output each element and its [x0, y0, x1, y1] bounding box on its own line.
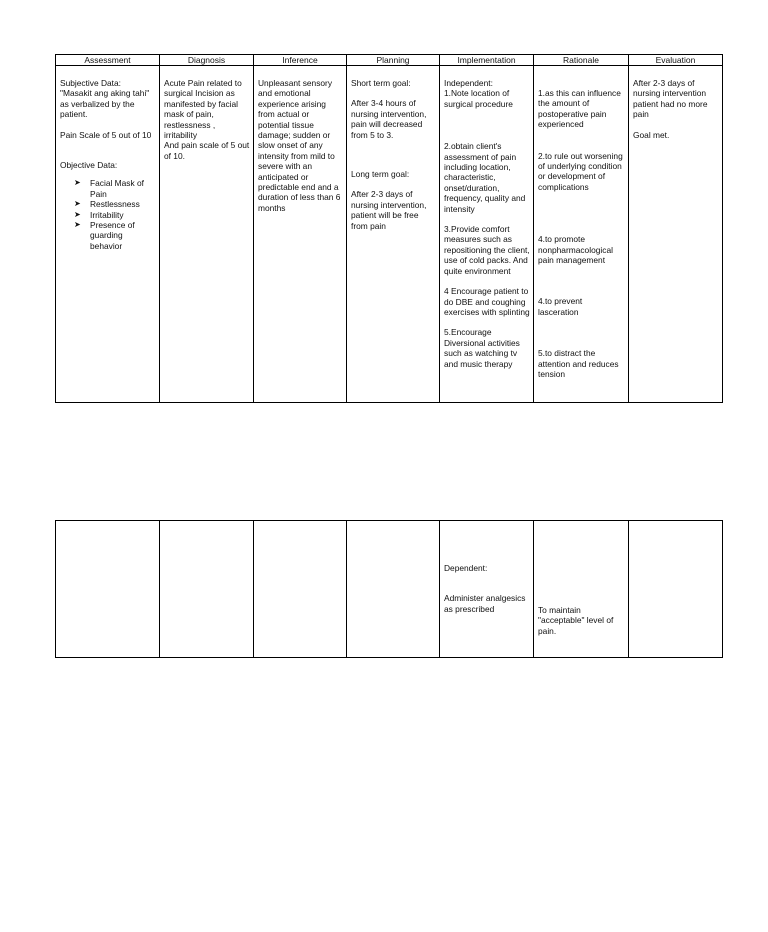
- diagnosis-text: Acute Pain related to surgical Incision as manifested by facial mask of pain, restlessness , irritability And pain scale of 5 out of 10.: [164, 78, 250, 161]
- rationale-item: 4.to promote nonpharmacological pain management: [538, 234, 613, 266]
- inference-text: Unpleasant sensory and emotional experience arising from actual or potential tissue damage; sudden or slow onset of any intensity from mild to severe with an anticipated or predictable end and a duration of less than 6 months: [258, 78, 341, 213]
- rationale-item: To maintain "acceptable" level of pain.: [538, 605, 614, 636]
- independent-label: Independent:: [444, 78, 493, 88]
- header-inference: Inference: [254, 55, 347, 66]
- list-item: ➤ Presence of guarding behavior: [74, 220, 135, 251]
- evaluation-cell-empty: [629, 521, 723, 658]
- implementation-item: 3.Provide comfort measures such as repositioning the client, use of cold packs. And quite environment: [444, 224, 530, 276]
- care-plan-table-2: [55, 520, 723, 658]
- subjective-text: "Masakit ang aking tahi" as verbalized by the patient.: [60, 88, 150, 120]
- rationale-item: 5.to distract the attention and reduces tension: [538, 348, 619, 380]
- care-plan-table-1: [55, 54, 723, 403]
- header-diagnosis: Diagnosis: [160, 55, 254, 66]
- implementation-item: 4 Encourage patient to do DBE and coughing exercises with splinting: [444, 286, 530, 317]
- list-item: ➤ Irritability: [74, 209, 124, 220]
- rationale-item: 2.to rule out worsening of underlying condition or development of complications: [538, 150, 623, 192]
- assessment-cell-empty: [56, 521, 160, 658]
- subjective-label: Subjective Data:: [60, 78, 121, 88]
- inference-cell-empty: [254, 521, 347, 658]
- planning-cell: [347, 66, 440, 403]
- inference-cell: [254, 66, 347, 403]
- implementation-item: 1.Note location of surgical procedure: [444, 88, 513, 109]
- diagnosis-cell: [160, 66, 254, 403]
- short-term-text: After 3-4 hours of nursing intervention, pain will decreased from 5 to 3.: [351, 98, 427, 140]
- rationale-item: 1.as this can influence the amount of postoperative pain experienced: [538, 88, 621, 130]
- rationale-cell: [534, 521, 629, 658]
- assessment-cell: [56, 66, 160, 403]
- body-row: [56, 66, 723, 403]
- header-implementation: Implementation: [440, 55, 534, 66]
- header-assessment: Assessment: [56, 55, 160, 66]
- objective-list: [60, 178, 156, 251]
- long-term-label: Long term goal:: [351, 169, 410, 180]
- header-evaluation: Evaluation: [629, 55, 723, 66]
- header-row: [56, 55, 723, 66]
- arrow-bullet-icon: ➤: [74, 178, 81, 188]
- implementation-cell: [440, 521, 534, 658]
- diagnosis-cell-empty: [160, 521, 254, 658]
- arrow-bullet-icon: ➤: [74, 209, 81, 219]
- evaluation-cell: [629, 66, 723, 403]
- implementation-item: Administer analgesics as prescribed: [444, 593, 526, 614]
- rationale-cell: [534, 66, 629, 403]
- body-row: [56, 521, 723, 658]
- planning-cell-empty: [347, 521, 440, 658]
- header-planning: Planning: [347, 55, 440, 66]
- arrow-bullet-icon: ➤: [74, 199, 81, 209]
- arrow-bullet-icon: ➤: [74, 220, 81, 230]
- short-term-label: Short term goal:: [351, 78, 411, 88]
- long-term-text: After 2-3 days of nursing intervention, patient will be free from pain: [351, 189, 427, 231]
- objective-label: Objective Data:: [60, 160, 118, 171]
- implementation-cell: [440, 66, 534, 403]
- header-rationale: Rationale: [534, 55, 629, 66]
- evaluation-result: Goal met.: [633, 129, 670, 140]
- rationale-item: 4.to prevent lasceration: [538, 296, 583, 317]
- dependent-label: Dependent:: [444, 563, 488, 573]
- evaluation-text: After 2-3 days of nursing intervention patient had no more pain: [633, 78, 708, 120]
- list-item: ➤ Facial Mask of Pain: [74, 178, 144, 199]
- implementation-item: 2.obtain client's assessment of pain including location, characteristic, onset/duration, frequency, quality and intensity: [444, 141, 526, 214]
- list-item: ➤ Restlessness: [74, 199, 140, 210]
- pain-scale-text: Pain Scale of 5 out of 10: [60, 129, 152, 140]
- implementation-item: 5.Encourage Diversional activities such as watching tv and music therapy: [444, 327, 520, 369]
